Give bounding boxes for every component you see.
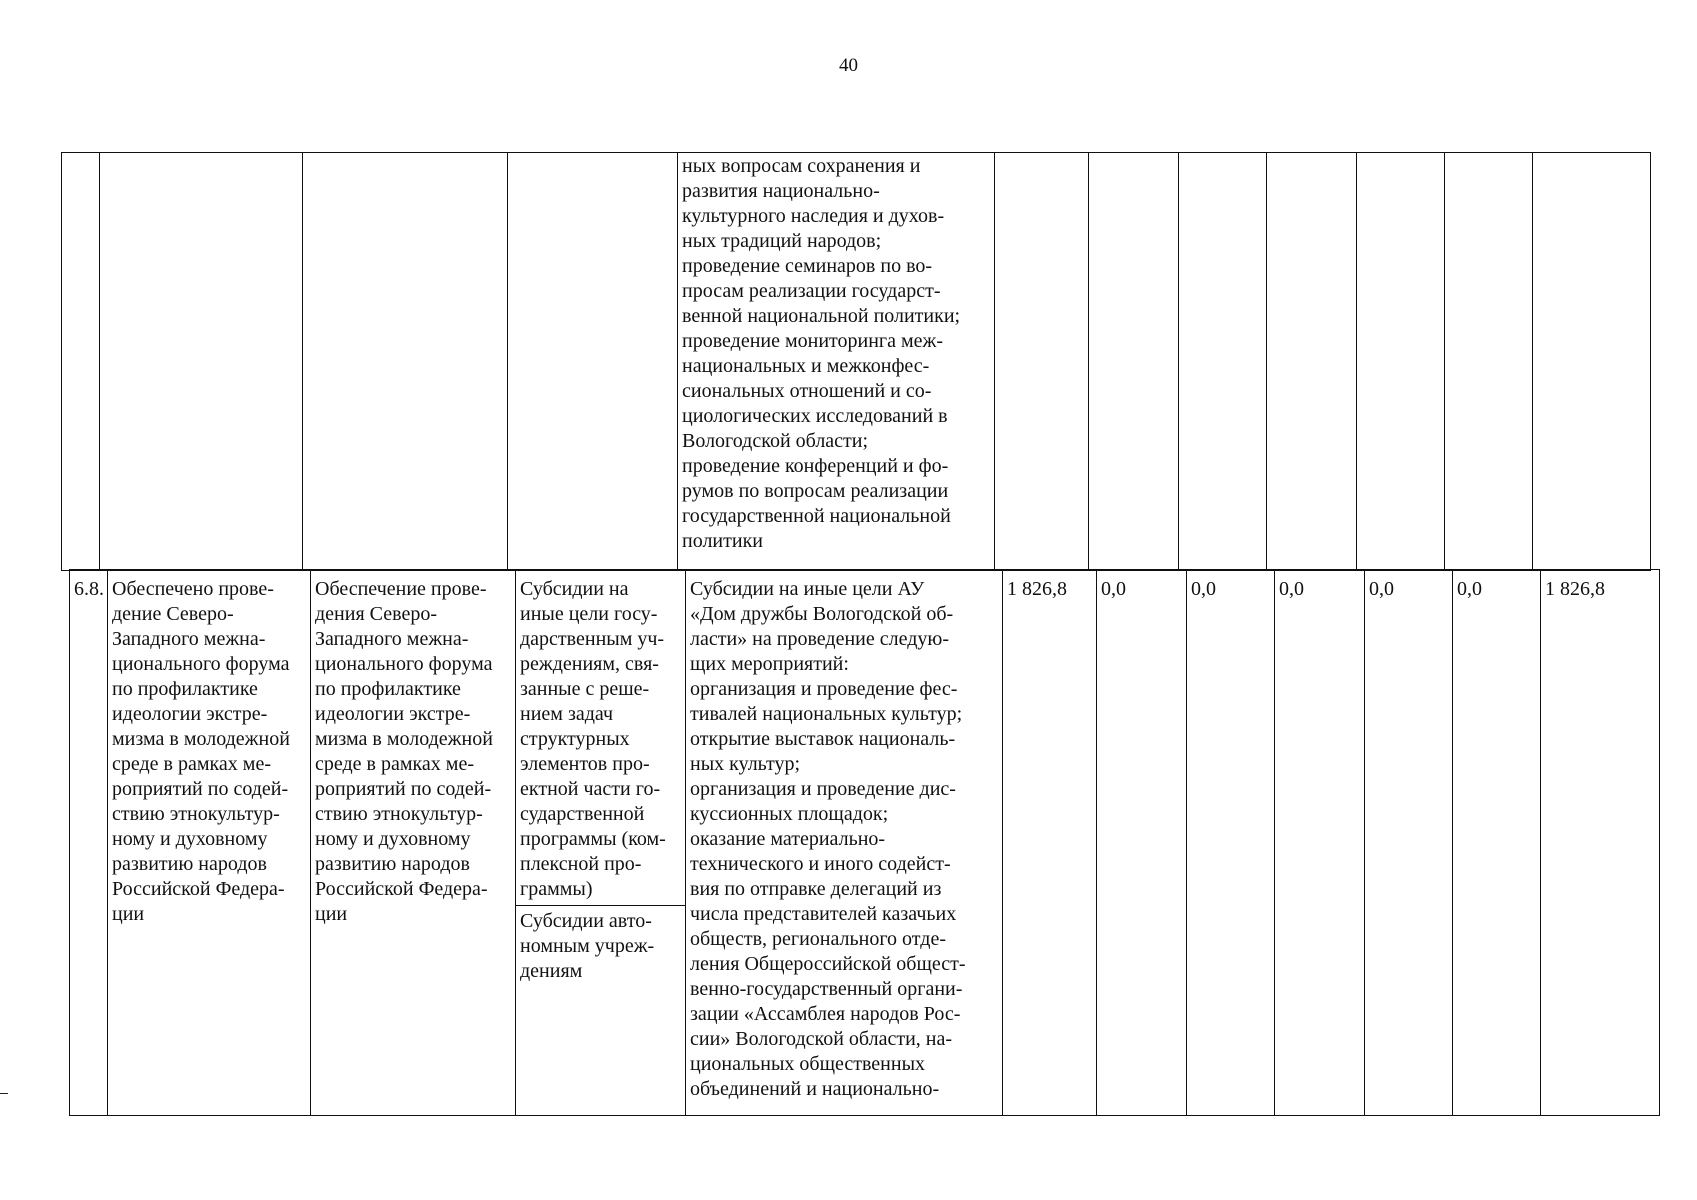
value-cell xyxy=(1275,570,1365,1116)
value: 0,0 xyxy=(1369,578,1394,600)
empty-cell xyxy=(1357,153,1445,571)
table-row xyxy=(70,570,1660,1116)
activities-cell xyxy=(686,570,1003,1116)
table-row xyxy=(62,153,1651,571)
empty-cell xyxy=(995,153,1089,571)
empty-cell xyxy=(508,153,678,571)
empty-cell xyxy=(62,153,100,571)
measure-text: Обеспечение прове- дения Северо- Западного межна- ционального форума по профилактике идеологии экстре- мизма в молодежной среде в рамках ме- роприятий по содей- ствию этнокультур- ному и духовному развитию народов Российской Федера- ции xyxy=(315,578,493,925)
funding-source-2: Субсидии авто- номным учреж- дениям xyxy=(520,910,655,982)
row-number-cell xyxy=(70,570,108,1116)
empty-cell xyxy=(1533,153,1651,571)
value-total-start: 1 826,8 xyxy=(1007,578,1067,600)
value-cell xyxy=(1097,570,1187,1116)
activities-text: Субсидии на иные цели АУ «Дом дружбы Вологодской об- ласти» на проведение следую- щих мероприятий: организация и проведение фес- тивалей национальных культур; открытие выставок националь- ных культур; организация и проведение дис- куссионных площадок; оказание материально- технического и иного содейст- вия по отправке делегаций из числа представителей казачьих обществ, регионального отде- ления Общероссийской общест- венно-государственный органи- зации «Ассамблея народов Рос- сии» Вологодской области, на- циональных общественных объединений и национально- xyxy=(690,578,966,1100)
value-cell xyxy=(1003,570,1097,1116)
empty-cell xyxy=(303,153,508,571)
value-total-end: 1 826,8 xyxy=(1545,578,1605,600)
funding-source-cell xyxy=(516,570,686,1116)
result-text: Обеспечено прове- дение Северо- Западного межна- ционального форума по профилактике идеологии экстре- мизма в молодежной среде в рамках ме- роприятий по содей- ствию этнокультур- ному и духовному развитию народов Российской Федера- ции xyxy=(112,578,290,925)
empty-cell xyxy=(1267,153,1357,571)
empty-cell xyxy=(1089,153,1179,571)
continuation-table xyxy=(61,152,1651,571)
value-cell xyxy=(1453,570,1541,1116)
value-cell xyxy=(1187,570,1275,1116)
activities-text: ных вопросам сохранения и развития национально- культурного наследия и духов- ных традиций народов; проведение семинаров по во- просам реализации государст- венной национальной политики; проведение мониторинга меж- национальных и межконфес- сиональных отношений и со- циологических исследований в Вологодской области; проведение конференций и фо- румов по вопросам реализации государственной национальной политики xyxy=(682,155,961,552)
margin-mark xyxy=(0,1093,8,1094)
measure-cell xyxy=(311,570,516,1116)
funding-source-1: Субсидии на иные цели госу- дарственным уч- реждениям, свя- занные с реше- нием задач структурных элементов про- ектной части го- сударственной программы (ком- плексной про- граммы) xyxy=(516,570,685,906)
value: 0,0 xyxy=(1191,578,1216,600)
activities-cell xyxy=(678,153,995,571)
empty-cell xyxy=(100,153,303,571)
result-cell xyxy=(108,570,311,1116)
value: 0,0 xyxy=(1101,578,1126,600)
row-6-8-table xyxy=(69,569,1660,1116)
empty-cell xyxy=(1179,153,1267,571)
row-number: 6.8. xyxy=(74,578,104,600)
value: 0,0 xyxy=(1279,578,1304,600)
value-cell xyxy=(1541,570,1660,1116)
page-number: 40 xyxy=(839,55,858,76)
value-cell xyxy=(1365,570,1453,1116)
value: 0,0 xyxy=(1457,578,1482,600)
empty-cell xyxy=(1445,153,1533,571)
